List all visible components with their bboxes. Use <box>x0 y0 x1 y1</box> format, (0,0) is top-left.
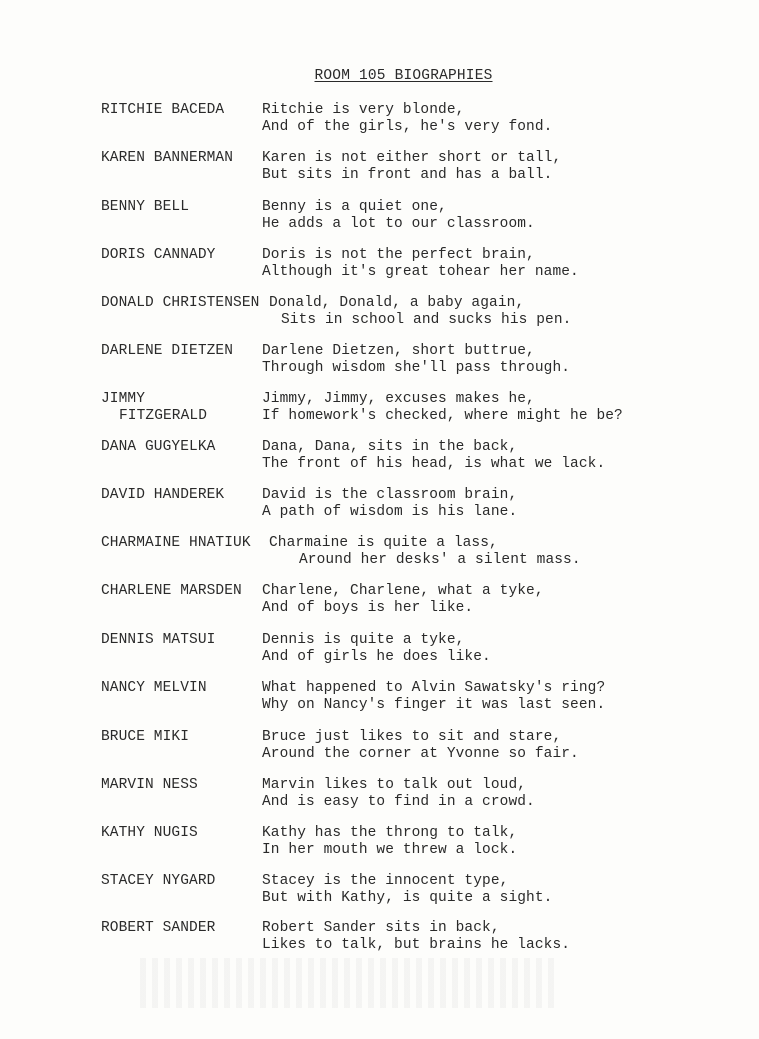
verse-line-1: David is the classroom brain, <box>262 487 518 503</box>
verse-line-2: And of the girls, he's very fond. <box>262 119 553 135</box>
bleed-through-texture <box>140 958 560 1008</box>
verse-line-1: Doris is not the perfect brain, <box>262 247 535 263</box>
verse-line-1: Dana, Dana, sits in the back, <box>262 439 518 455</box>
student-name: CHARLENE MARSDEN <box>101 583 242 599</box>
verse-line-2: But with Kathy, is quite a sight. <box>262 890 553 906</box>
verse-line-1: Bruce just likes to sit and stare, <box>262 729 562 745</box>
student-name: NANCY MELVIN <box>101 680 207 696</box>
verse-line-2: Through wisdom she'll pass through. <box>262 360 571 376</box>
student-name: BENNY BELL <box>101 199 190 215</box>
student-name: DORIS CANNADY <box>101 247 216 263</box>
student-name: ROBERT SANDER <box>101 920 216 936</box>
verse-line-2: And of girls he does like. <box>262 649 491 665</box>
verse-line-1: Kathy has the throng to talk, <box>262 825 518 841</box>
verse-line-2: Sits in school and sucks his pen. <box>281 312 572 328</box>
student-name: DANA GUGYELKA <box>101 439 216 455</box>
verse-line-1: Charmaine is quite a lass, <box>269 535 498 551</box>
verse-line-2: Why on Nancy's finger it was last seen. <box>262 697 606 713</box>
student-name: DONALD CHRISTENSEN <box>101 295 260 311</box>
verse-line-1: Darlene Dietzen, short buttrue, <box>262 343 535 359</box>
verse-line-1: Karen is not either short or tall, <box>262 150 562 166</box>
document-title: ROOM 105 BIOGRAPHIES <box>314 68 493 84</box>
verse-line-2: The front of his head, is what we lack. <box>262 456 606 472</box>
verse-line-2: Around her desks' a silent mass. <box>299 552 581 568</box>
verse-line-1: Robert Sander sits in back, <box>262 920 500 936</box>
student-name: DENNIS MATSUI <box>101 632 216 648</box>
verse-line-2: Although it's great tohear her name. <box>262 264 579 280</box>
verse-line-2: Around the corner at Yvonne so fair. <box>262 746 579 762</box>
verse-line-2: And of boys is her like. <box>262 600 474 616</box>
student-name: RITCHIE BACEDA <box>101 102 225 118</box>
student-name: KAREN BANNERMAN <box>101 150 234 166</box>
verse-line-1: Donald, Donald, a baby again, <box>269 295 525 311</box>
student-name: DARLENE DIETZEN <box>101 343 234 359</box>
student-name: BRUCE MIKI <box>101 729 190 745</box>
verse-line-1: Ritchie is very blonde, <box>262 102 465 118</box>
student-name: CHARMAINE HNATIUK <box>101 535 251 551</box>
student-name: STACEY NYGARD <box>101 873 216 889</box>
verse-line-1: What happened to Alvin Sawatsky's ring? <box>262 680 606 696</box>
verse-line-2: And is easy to find in a crowd. <box>262 794 535 810</box>
verse-line-1: Charlene, Charlene, what a tyke, <box>262 583 544 599</box>
verse-line-1: Marvin likes to talk out loud, <box>262 777 527 793</box>
verse-line-1: Dennis is quite a tyke, <box>262 632 465 648</box>
verse-line-2: A path of wisdom is his lane. <box>262 504 518 520</box>
verse-line-2: If homework's checked, where might he be? <box>262 408 623 424</box>
student-name: MARVIN NESS <box>101 777 198 793</box>
student-name: KATHY NUGIS <box>101 825 198 841</box>
student-name: JIMMY <box>101 391 146 407</box>
verse-line-1: Jimmy, Jimmy, excuses makes he, <box>262 391 535 407</box>
verse-line-2: In her mouth we threw a lock. <box>262 842 518 858</box>
student-name: DAVID HANDEREK <box>101 487 225 503</box>
student-name-continued: FITZGERALD <box>119 408 208 424</box>
verse-line-2: He adds a lot to our classroom. <box>262 216 535 232</box>
verse-line-2: But sits in front and has a ball. <box>262 167 553 183</box>
verse-line-1: Benny is a quiet one, <box>262 199 447 215</box>
verse-line-1: Stacey is the innocent type, <box>262 873 509 889</box>
verse-line-2: Likes to talk, but brains he lacks. <box>262 937 571 953</box>
